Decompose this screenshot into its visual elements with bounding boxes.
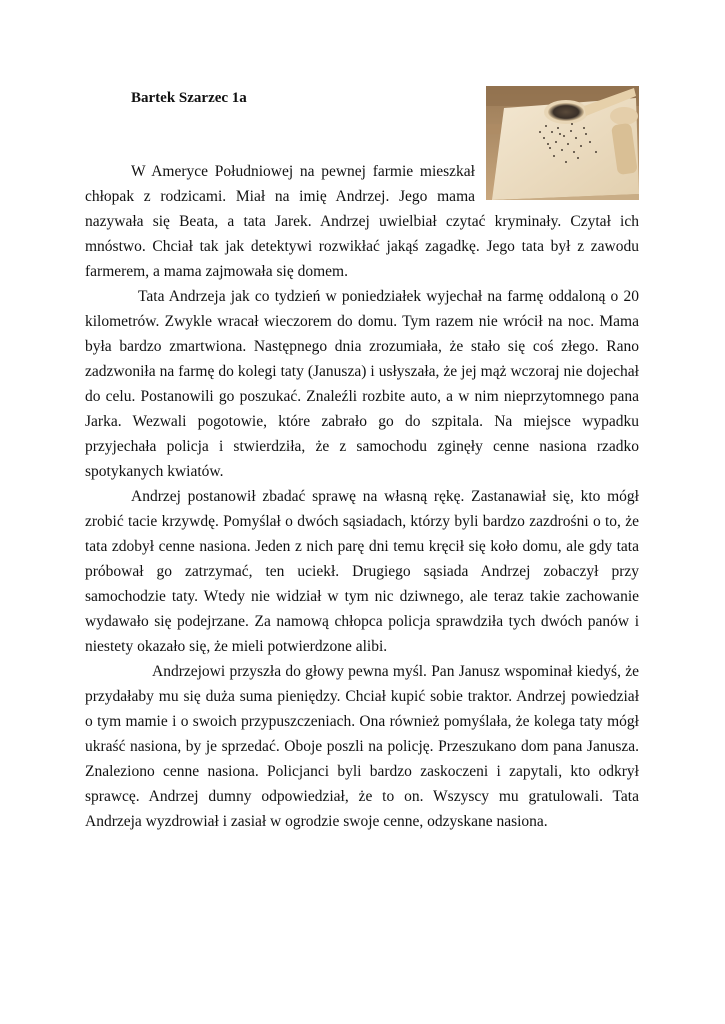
story-paragraph: W Ameryce Południowej na pewnej farmie mieszkał chłopak z rodzicami. Miał na imię Andrzej. Jego mama nazywała się Beata, a tata Jarek. Andrzej uwielbiał czytać kryminały. Czytał ich mnóstwo. Chciał tak jak detektywi rozwikłać jakąś zagadkę. Jego tata był z zawodu farmerem, a mama zajmowała się domem. (85, 163, 639, 280)
story-paragraph: Andrzejowi przyszła do głowy pewna myśl. Pan Janusz wspominał kiedyś, że przydałaby mu się duża suma pieniędzy. Chciał kupić sobie traktor. Andrzej powiedział o tym mamie i o swoich przypuszczeniach. Ona również pomyślała, że kolega taty mógł ukraść nasiona, by je sprzedać. Oboje poszli na policję. Przeszukano dom pana Janusza. Znaleziono cenne nasiona. Policjanci byli bardzo zaskoczeni i zapytali, kto odkrył sprawcę. Andrzej dumny odpowiedział, że to on. Wszyscy mu gratulowali. Tata Andrzeja wyzdrowiał i zasiał w ogrodzie swoje cenne, odzyskane nasiona. (85, 663, 639, 830)
author-line: Bartek Szarzec 1a (131, 90, 247, 106)
story-paragraph: Tata Andrzeja jak co tydzień w poniedziałek wyjechał na farmę oddaloną o 20 kilometrów. Zwykle wracał wieczorem do domu. Tym razem nie wrócił na noc. Mama była bardzo zmartwiona. Następnego dnia zrozumiała, że stało się coś złego. Rano zadzwoniła na farmę do kolegi taty (Janusza) i usłyszała, że jej mąż wczoraj nie dojechał do celu. Postanowili go poszukać. Znaleźli rozbite auto, a w nim nieprzytomnego pana Jarka. Wezwali pogotowie, które zabrało go do szpitala. Na miejsce wypadku przyjechała policja i stwierdziła, że z samochodu zginęły cenne nasiona rzadko spotykanych kwiatów. (85, 288, 639, 480)
story-paragraph: Andrzej postanowił zbadać sprawę na własną rękę. Zastanawiał się, kto mógł zrobić tacie krzywdę. Pomyślał o dwóch sąsiadach, którzy byli bardzo zazdrośni o to, że tata zdobył cenne nasiona. Jeden z nich parę dni temu kręcił się koło domu, ale gdy tata próbował go zatrzymać, ten uciekł. Drugiego sąsiada Andrzej zobaczył przy samochodzie taty. Wtedy nie widział w tym nic dziwnego, ale teraz takie zachowanie wydawało się podejrzane. Za namową chłopca policja sprawdziła tych dwóch panów i niestety okazało się, że mieli potwierdzone alibi. (85, 488, 639, 655)
story-body (85, 159, 639, 834)
